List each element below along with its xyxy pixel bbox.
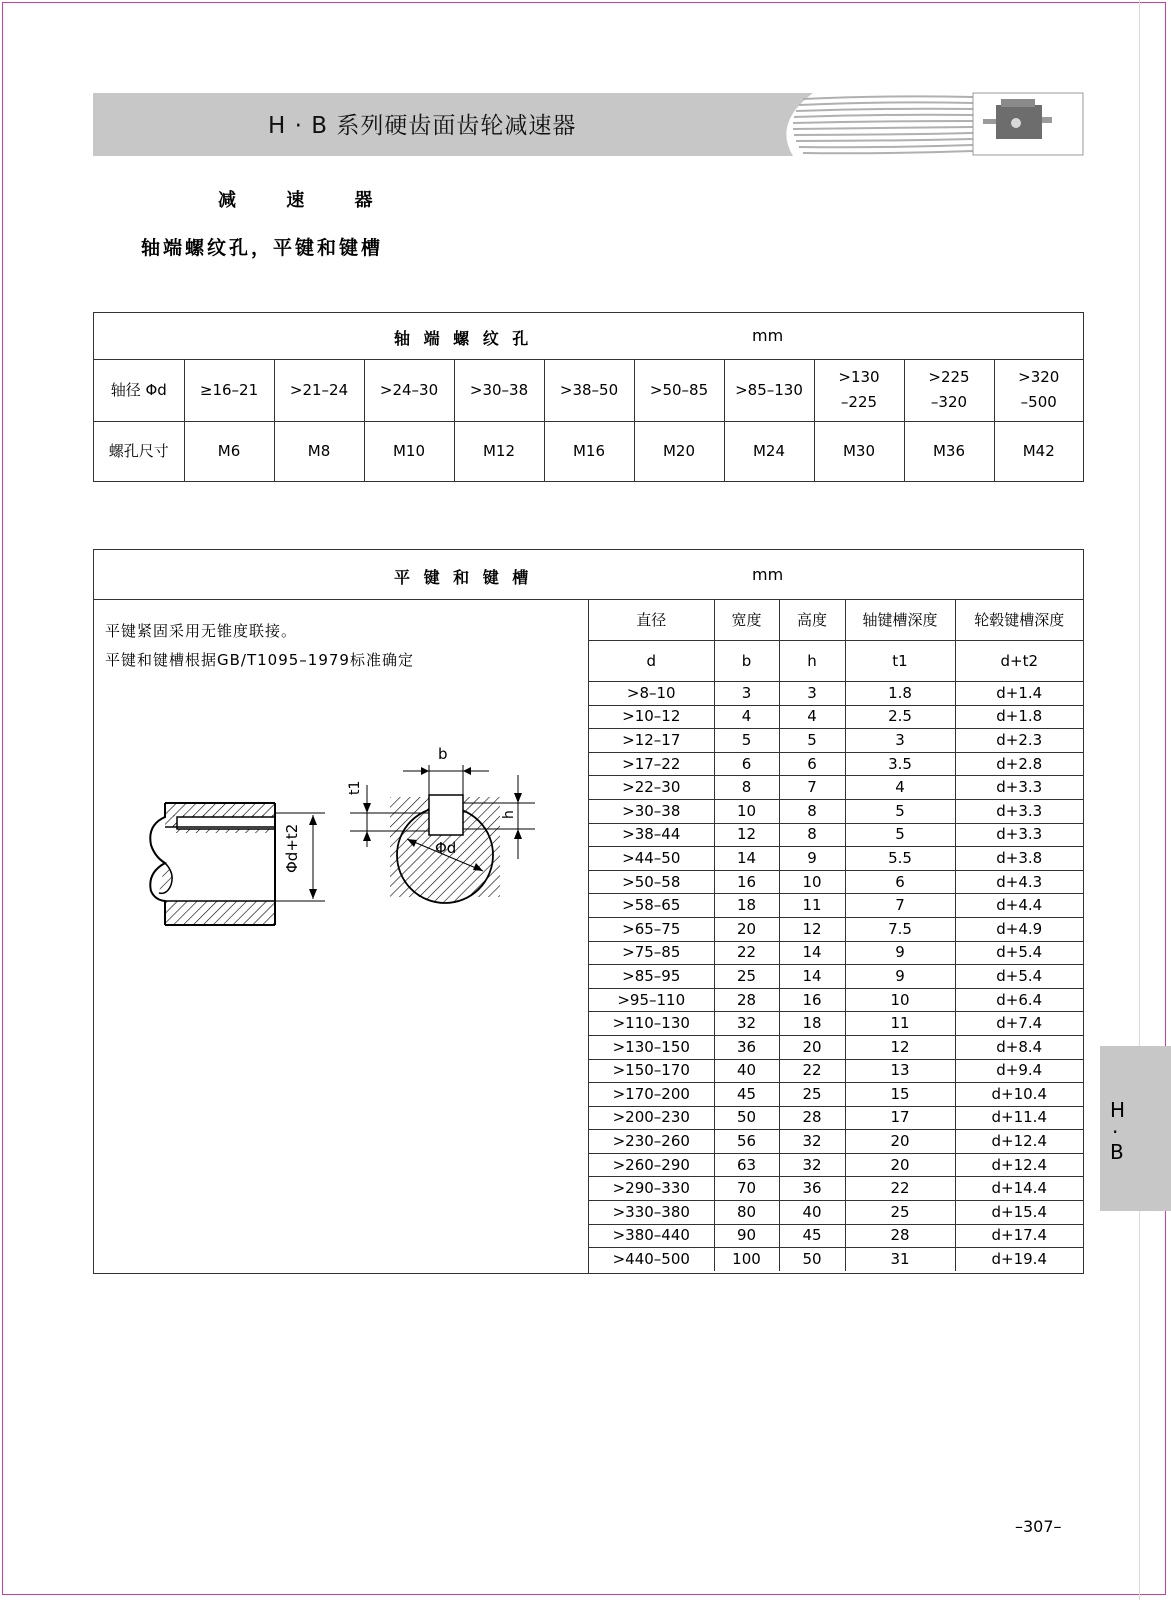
label-t1: t1	[347, 780, 363, 795]
key-value-cell: d+11.4	[955, 1106, 1083, 1130]
key-value-cell: 28	[779, 1106, 845, 1130]
key-value-cell: d+2.3	[955, 729, 1083, 753]
hub-section	[150, 803, 325, 925]
table-row	[589, 870, 1083, 894]
key-value-cell: d+17.4	[955, 1224, 1083, 1248]
key-value-cell: 9	[779, 847, 845, 871]
key-value-cell: >17–22	[589, 752, 714, 776]
table-row	[589, 823, 1083, 847]
key-symbol-cell: t1	[845, 641, 955, 682]
key-value-cell: d+5.4	[955, 941, 1083, 965]
key-value-cell: d+15.4	[955, 1201, 1083, 1225]
key-value-cell: 6	[845, 870, 955, 894]
key-notes-panel	[94, 600, 589, 1273]
table-row	[589, 1248, 1083, 1271]
key-value-cell: 2.5	[845, 705, 955, 729]
key-value-cell: 14	[779, 965, 845, 989]
diameter-cell-line: >21–24	[289, 380, 349, 399]
page-title: H · B 系列硬齿面齿轮减速器	[268, 113, 577, 139]
key-table-grid	[589, 600, 1083, 1271]
key-value-cell: >65–75	[589, 917, 714, 941]
key-note-2: 平键和键槽根据GB/T1095–1979标准确定	[105, 651, 414, 669]
key-value-cell: d+10.4	[955, 1083, 1083, 1107]
table-row	[589, 705, 1083, 729]
diameter-cell	[724, 360, 814, 421]
key-note-1: 平键紧固采用无锥度联接。	[105, 622, 298, 640]
key-value-cell: 7.5	[845, 917, 955, 941]
thread-size-cell: M20	[634, 421, 724, 481]
key-value-cell: >330–380	[589, 1201, 714, 1225]
section-subtitle: 轴端螺纹孔，平键和键槽	[141, 237, 384, 259]
table-row	[589, 847, 1083, 871]
key-value-cell: 3	[779, 682, 845, 706]
table-row	[589, 965, 1083, 989]
key-value-cell: d+12.4	[955, 1153, 1083, 1177]
diameter-cell	[994, 360, 1083, 421]
key-value-cell: 8	[714, 776, 779, 800]
key-value-cell: 32	[779, 1130, 845, 1154]
table-row	[589, 988, 1083, 1012]
thread-size-cell: M36	[904, 421, 994, 481]
key-value-cell: 1.8	[845, 682, 955, 706]
key-value-cell: 25	[779, 1083, 845, 1107]
key-header-cell: 高度	[779, 600, 845, 641]
diameter-cell-line: ≥16–21	[199, 380, 259, 399]
key-value-cell: 10	[779, 870, 845, 894]
key-value-cell: 6	[779, 752, 845, 776]
diameter-cell	[634, 360, 724, 421]
thread-size-cell: M30	[814, 421, 904, 481]
diameter-cell	[454, 360, 544, 421]
key-value-cell: >230–260	[589, 1130, 714, 1154]
key-value-cell: >44–50	[589, 847, 714, 871]
key-value-cell: 100	[714, 1248, 779, 1271]
key-value-cell: 16	[714, 870, 779, 894]
key-symbol-cell: b	[714, 641, 779, 682]
diameter-cell	[544, 360, 634, 421]
keyway-drawing	[135, 745, 565, 935]
key-value-cell: d+7.4	[955, 1012, 1083, 1036]
section-title: 减 速 器	[218, 190, 395, 211]
key-symbol-cell: d	[589, 641, 714, 682]
key-value-cell: 8	[779, 823, 845, 847]
table-row	[589, 1012, 1083, 1036]
key-value-cell: 5	[714, 729, 779, 753]
key-value-cell: 8	[779, 799, 845, 823]
table-row	[589, 1035, 1083, 1059]
diameter-cell-line: >38–50	[559, 380, 619, 399]
key-value-cell: d+1.4	[955, 682, 1083, 706]
key-value-cell: 9	[845, 965, 955, 989]
key-symbol-cell: h	[779, 641, 845, 682]
key-value-cell: >22–30	[589, 776, 714, 800]
key-value-cell: 90	[714, 1224, 779, 1248]
diameter-cell-line: –500	[1020, 393, 1057, 412]
shaft-section	[347, 745, 535, 903]
key-value-cell: d+9.4	[955, 1059, 1083, 1083]
diameter-cell-line: >320	[1018, 368, 1060, 387]
key-value-cell: 15	[845, 1083, 955, 1107]
key-value-cell: 56	[714, 1130, 779, 1154]
table-row	[589, 1130, 1083, 1154]
page-number: –307–	[1015, 1517, 1062, 1536]
thread-size-cell: M16	[544, 421, 634, 481]
key-value-cell: 6	[714, 752, 779, 776]
key-value-cell: 12	[845, 1035, 955, 1059]
key-value-cell: 5	[845, 823, 955, 847]
thread-size-cell: M10	[364, 421, 454, 481]
thread-table-grid	[94, 360, 1083, 481]
key-value-cell: >110–130	[589, 1012, 714, 1036]
side-tab-dot: ·	[1112, 1120, 1119, 1144]
thread-size-cell: M12	[454, 421, 544, 481]
key-value-cell: 5	[779, 729, 845, 753]
table-row	[589, 799, 1083, 823]
key-value-cell: d+2.8	[955, 752, 1083, 776]
key-value-cell: 11	[779, 894, 845, 918]
table-row	[589, 1224, 1083, 1248]
key-value-cell: 4	[845, 776, 955, 800]
table-row	[589, 941, 1083, 965]
key-value-cell: d+4.3	[955, 870, 1083, 894]
diameter-cell	[184, 360, 274, 421]
table-row	[589, 729, 1083, 753]
key-value-cell: 3	[845, 729, 955, 753]
key-value-cell: d+4.9	[955, 917, 1083, 941]
table-row	[589, 917, 1083, 941]
key-value-cell: 40	[714, 1059, 779, 1083]
key-value-cell: 25	[714, 965, 779, 989]
table-row	[589, 776, 1083, 800]
key-value-cell: 18	[714, 894, 779, 918]
key-value-cell: 16	[779, 988, 845, 1012]
table-row	[589, 682, 1083, 706]
key-value-cell: 22	[779, 1059, 845, 1083]
key-value-cell: 25	[845, 1201, 955, 1225]
key-value-cell: 7	[779, 776, 845, 800]
key-value-cell: 40	[779, 1201, 845, 1225]
header-decoration	[733, 93, 1084, 156]
key-value-cell: >440–500	[589, 1248, 714, 1271]
key-value-cell: >38–44	[589, 823, 714, 847]
diameter-cell	[274, 360, 364, 421]
key-value-cell: 17	[845, 1106, 955, 1130]
key-value-cell: 20	[779, 1035, 845, 1059]
key-value-cell: 28	[714, 988, 779, 1012]
key-value-cell: >150–170	[589, 1059, 714, 1083]
diameter-cell-line: >50–85	[649, 380, 709, 399]
thread-row-label: 螺孔尺寸	[94, 421, 184, 481]
key-value-cell: >10–12	[589, 705, 714, 729]
series-side-tab	[1100, 1046, 1171, 1211]
key-table-caption	[94, 550, 1083, 600]
key-value-cell: >260–290	[589, 1153, 714, 1177]
key-value-cell: 12	[779, 917, 845, 941]
key-value-cell: d+3.3	[955, 799, 1083, 823]
key-value-cell: 31	[845, 1248, 955, 1271]
key-value-cell: 9	[845, 941, 955, 965]
key-value-cell: 14	[714, 847, 779, 871]
key-value-cell: >170–200	[589, 1083, 714, 1107]
diameter-cell-line: >85–130	[735, 380, 803, 399]
key-value-cell: 36	[779, 1177, 845, 1201]
key-value-cell: 63	[714, 1153, 779, 1177]
key-value-cell: 32	[779, 1153, 845, 1177]
label-h: h	[501, 810, 517, 819]
diameter-cell-line: >225	[928, 368, 970, 387]
key-value-cell: 45	[714, 1083, 779, 1107]
key-value-cell: d+6.4	[955, 988, 1083, 1012]
key-value-cell: 3.5	[845, 752, 955, 776]
thread-table-caption	[94, 313, 1083, 360]
key-value-cell: 4	[779, 705, 845, 729]
key-value-cell: 3	[714, 682, 779, 706]
key-value-cell: >50–58	[589, 870, 714, 894]
key-value-cell: 36	[714, 1035, 779, 1059]
key-value-cell: 12	[714, 823, 779, 847]
key-value-cell: d+4.4	[955, 894, 1083, 918]
key-value-cell: >75–85	[589, 941, 714, 965]
key-table-title: 平 键 和 键 槽	[394, 568, 533, 587]
key-header-cell: 轴键槽深度	[845, 600, 955, 641]
diameter-cell	[364, 360, 454, 421]
table-row	[589, 1177, 1083, 1201]
thread-size-cell: M6	[184, 421, 274, 481]
key-value-cell: 70	[714, 1177, 779, 1201]
key-value-cell: d+8.4	[955, 1035, 1083, 1059]
table-row	[589, 1201, 1083, 1225]
diameter-cell-line: –225	[840, 393, 878, 412]
table-row	[589, 1153, 1083, 1177]
key-value-cell: >85–95	[589, 965, 714, 989]
key-value-cell: 20	[714, 917, 779, 941]
page-header	[93, 93, 1084, 156]
key-value-cell: >95–110	[589, 988, 714, 1012]
key-value-cell: >200–230	[589, 1106, 714, 1130]
table-row	[589, 752, 1083, 776]
key-value-cell: 80	[714, 1201, 779, 1225]
diameter-cell-line: >30–38	[469, 380, 529, 399]
key-value-cell: 20	[845, 1130, 955, 1154]
key-value-cell: >30–38	[589, 799, 714, 823]
diameter-cell	[814, 360, 904, 421]
key-value-cell: 32	[714, 1012, 779, 1036]
label-b: b	[438, 745, 448, 763]
thread-size-cell: M24	[724, 421, 814, 481]
key-value-cell: 18	[779, 1012, 845, 1036]
thread-table-title: 轴 端 螺 纹 孔	[394, 329, 533, 348]
label-phi-d: Φd	[435, 839, 457, 857]
thread-size-cell: M8	[274, 421, 364, 481]
key-value-cell: 5.5	[845, 847, 955, 871]
key-value-cell: 10	[714, 799, 779, 823]
thread-size-cell: M42	[994, 421, 1083, 481]
key-value-cell: d+12.4	[955, 1130, 1083, 1154]
key-value-cell: 10	[845, 988, 955, 1012]
key-value-cell: d+3.8	[955, 847, 1083, 871]
key-value-cell: 20	[845, 1153, 955, 1177]
key-value-cell: d+5.4	[955, 965, 1083, 989]
thread-table-unit: mm	[752, 326, 784, 345]
key-value-cell: >8–10	[589, 682, 714, 706]
diameter-cell-line: >130	[838, 368, 880, 387]
diameter-cell-line: >24–30	[379, 380, 439, 399]
table-row	[589, 894, 1083, 918]
page-edge-line	[1139, 0, 1140, 1600]
key-value-cell: >12–17	[589, 729, 714, 753]
key-value-cell: >290–330	[589, 1177, 714, 1201]
key-value-cell: d+3.3	[955, 776, 1083, 800]
label-phi-d-t2: Φd+t2	[283, 823, 301, 873]
key-header-cell: 宽度	[714, 600, 779, 641]
table-row	[589, 1106, 1083, 1130]
key-value-cell: >380–440	[589, 1224, 714, 1248]
key-symbol-cell: d+t2	[955, 641, 1083, 682]
side-tab-h: H	[1110, 1098, 1126, 1122]
side-tab-b: B	[1110, 1140, 1124, 1164]
key-value-cell: d+14.4	[955, 1177, 1083, 1201]
diameter-row-label: 轴径 Φd	[94, 360, 184, 421]
key-header-cell: 轮毂键槽深度	[955, 600, 1083, 641]
key-value-cell: 4	[714, 705, 779, 729]
key-value-cell: 50	[779, 1248, 845, 1271]
key-value-cell: d+1.8	[955, 705, 1083, 729]
key-table-unit: mm	[752, 565, 784, 584]
key-value-cell: 14	[779, 941, 845, 965]
key-value-cell: d+19.4	[955, 1248, 1083, 1271]
key-value-cell: d+3.3	[955, 823, 1083, 847]
key-header-cell: 直径	[589, 600, 714, 641]
key-value-cell: 50	[714, 1106, 779, 1130]
thread-table	[93, 312, 1084, 482]
key-value-cell: 22	[714, 941, 779, 965]
key-value-cell: 45	[779, 1224, 845, 1248]
key-value-cell: 7	[845, 894, 955, 918]
table-row	[589, 1059, 1083, 1083]
key-value-cell: 13	[845, 1059, 955, 1083]
key-value-cell: >130–150	[589, 1035, 714, 1059]
key-value-cell: 22	[845, 1177, 955, 1201]
diameter-cell-line: –320	[930, 393, 968, 412]
key-value-cell: 28	[845, 1224, 955, 1248]
table-row	[589, 1083, 1083, 1107]
key-value-cell: 11	[845, 1012, 955, 1036]
key-value-cell: 5	[845, 799, 955, 823]
diameter-cell	[904, 360, 994, 421]
key-value-cell: >58–65	[589, 894, 714, 918]
